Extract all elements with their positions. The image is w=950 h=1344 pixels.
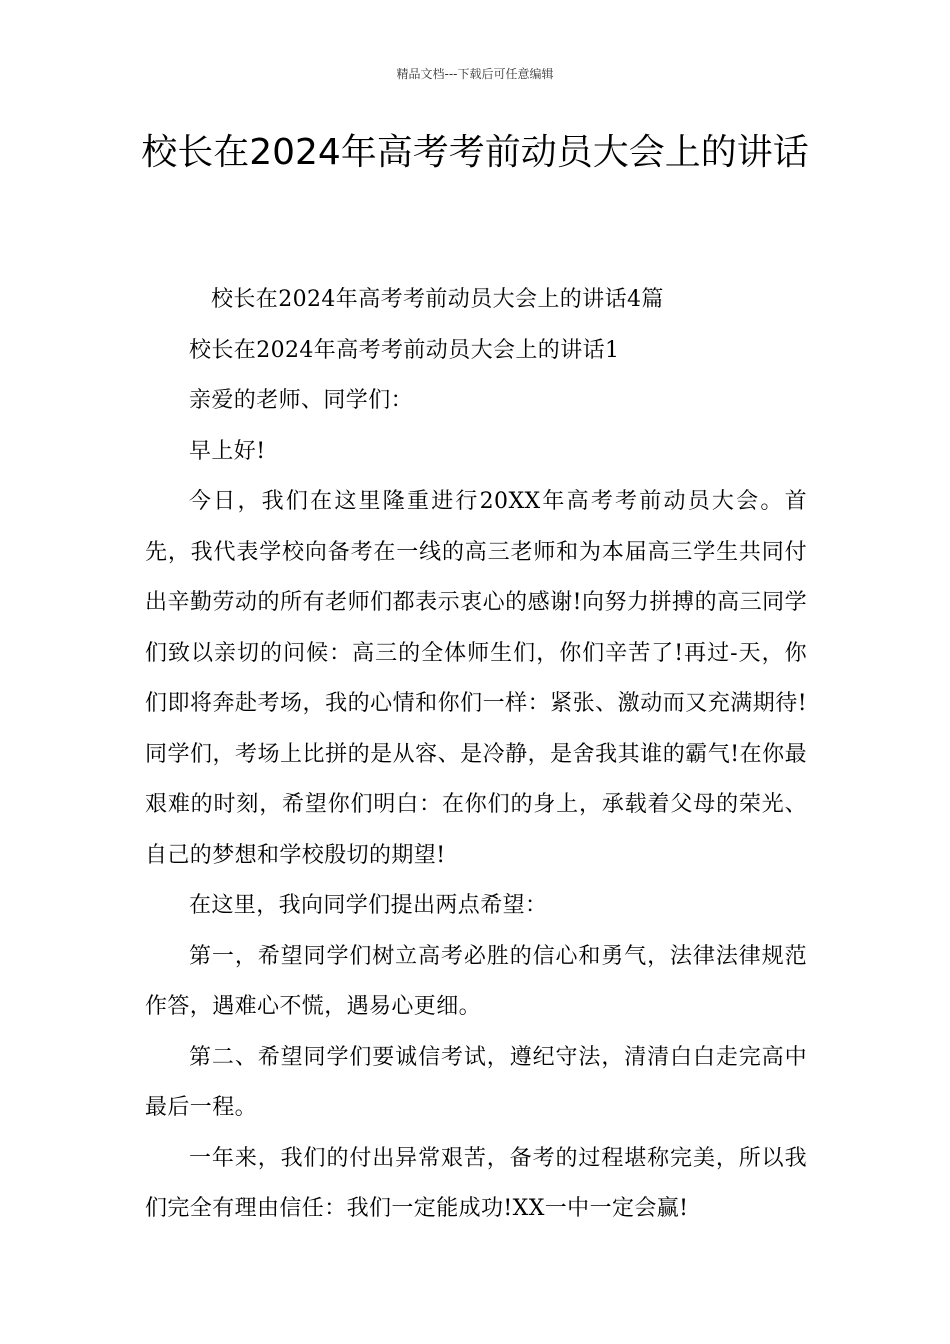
- document-title: 校长在2024年高考考前动员大会上的讲话: [141, 132, 809, 173]
- document-body: [145, 275, 807, 1235]
- paragraph-subtitle: 校长在2024年高考考前动员大会上的讲话4篇: [211, 287, 664, 312]
- paragraph-section-heading: 校长在2024年高考考前动员大会上的讲话1: [189, 337, 620, 363]
- paragraph-body: 第一，希望同学们树立高考必胜的信心和勇气，法律法律规范作答，遇难心不慌，遇易心更细。: [145, 943, 807, 1019]
- paragraph-body: 一年来，我们的付出异常艰苦，备考的过程堪称完美，所以我们完全有理由信任：我们一定能成功!XX一中一定会赢!: [145, 1145, 807, 1221]
- paragraph-body: 今日，我们在这里隆重进行20XX年高考考前动员大会。首先，我代表学校向备考在一线的高三老师和为本届高三学生共同付出辛勤劳动的所有老师们都表示衷心的感谢!向努力拼搏的高三同学们致以亲切的问候：高三的全体师生们，你们辛苦了!再过-天，你们即将奔赴考场，我的心情和你们一样：紧张、激动而又充满期待!同学们，考场上比拼的是从容、是冷静，是舍我其谁的霸气!在你最艰难的时刻，希望你们明白：在你们的身上，承载着父母的荣光、自己的梦想和学校殷切的期望!: [145, 489, 807, 868]
- header-note: 精品文档---下载后可任意编辑: [396, 67, 554, 81]
- paragraph-greeting: 早上好!: [189, 438, 266, 464]
- paragraph-salutation: 亲爱的老师、同学们：: [189, 388, 414, 413]
- paragraph-body: 第二、希望同学们要诚信考试，遵纪守法，清清白白走完高中最后一程。: [145, 1044, 807, 1120]
- paragraph-body: 在这里，我向同学们提出两点希望：: [189, 893, 548, 918]
